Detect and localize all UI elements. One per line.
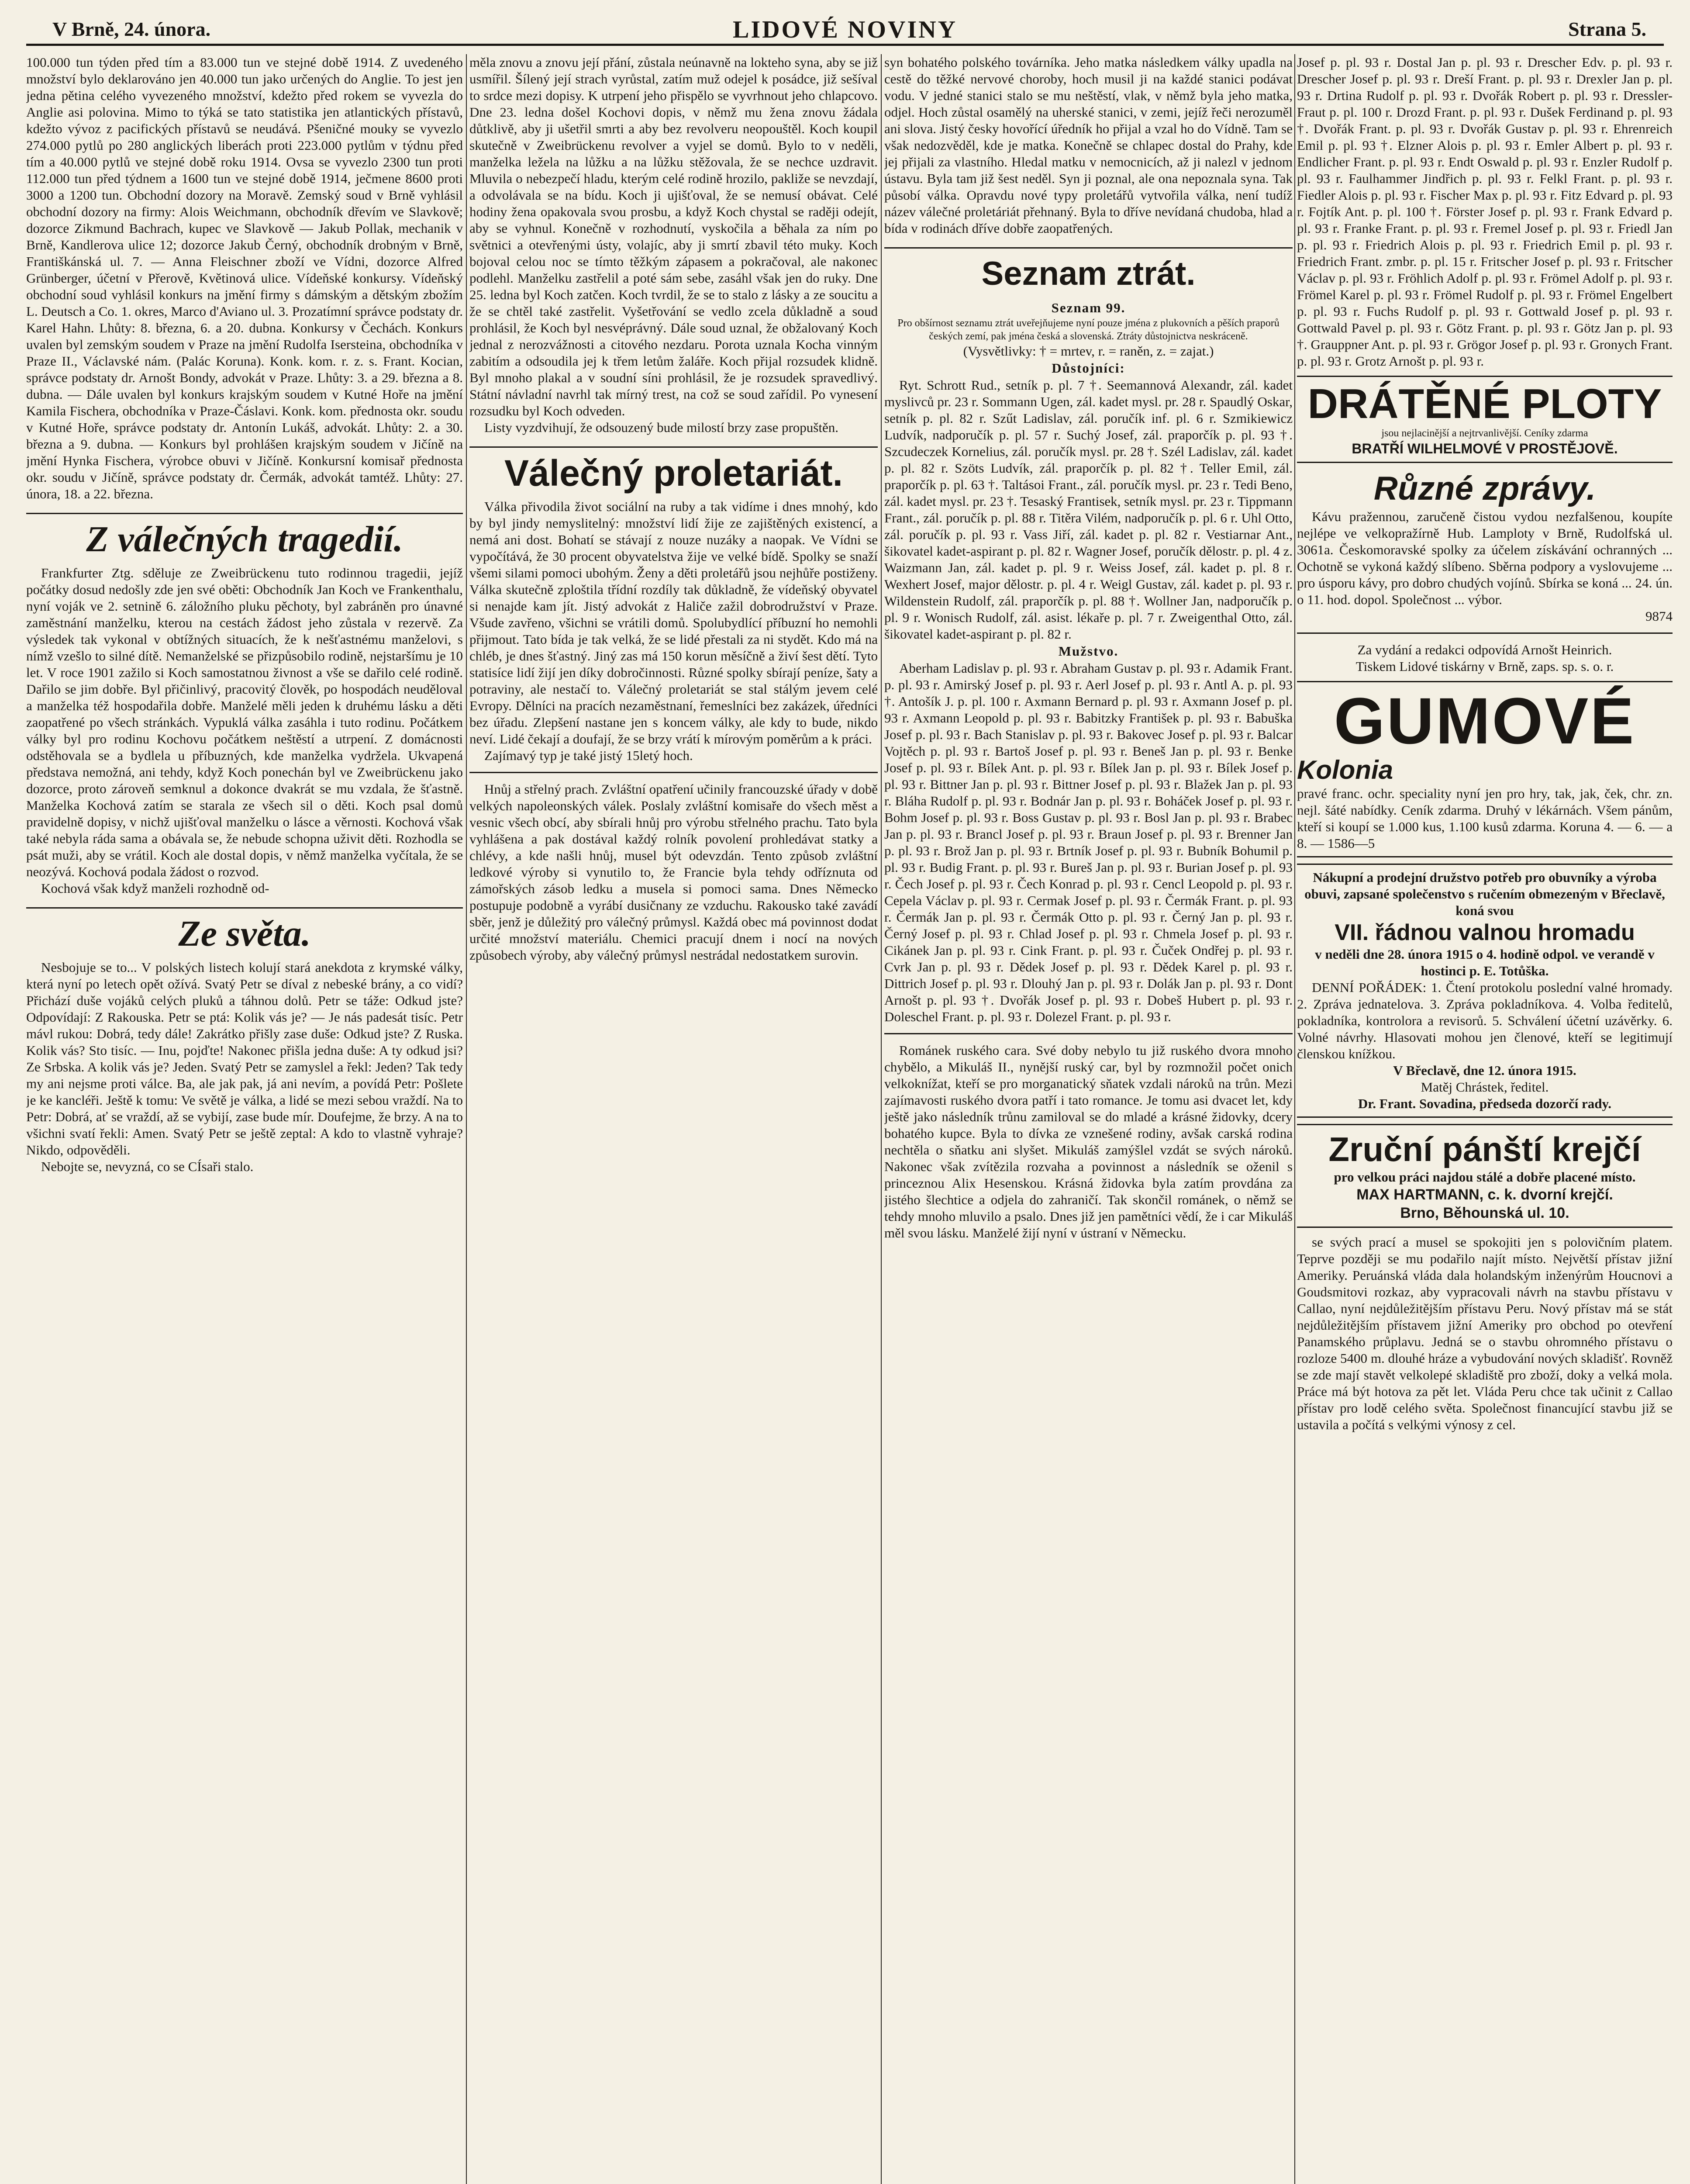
ad-signature: Dr. Frant. Sovadina, předseda dozorčí rady. <box>1358 1096 1612 1111</box>
ad-subtitle: jsou nejlacinější a nejtrvanlivější. Ceníky zdarma <box>1381 428 1588 439</box>
responsible-editor: Za vydání a redakci odpovídá Arnošt Heinrich. <box>1357 642 1612 657</box>
separator <box>469 772 878 773</box>
article-title: Z válečných tragedií. <box>26 513 463 560</box>
ad-title: Zruční pánští krejčí <box>1328 1130 1641 1168</box>
article-body-end: Nebojte se, nevyzná, co se CÍsaři stalo. <box>41 1159 254 1174</box>
article-body: Nesbojuje se to... V polských listech kolují stará anekdota z krymské války, která nyní po letech opět ožívá. Svatý Petr se díval z nebeské brány, a co vidí? Přichází duše vojáků celých pluků a táhnou dolů. Petr se táže: Odkud jste? Odpovídají: Z Rakouska. Petr se ptá: Kolik vás je? — Je nás padesát tisíc. Petr mávl rukou: Dobrá, tedy dále! Zakrátko přišly zase duše: Odkud jste? Z Ruska. Kolik vás? Sto tisíc. — Inu, pojďte! Nakonec přišla jedna duše: A ty odkud jsi? Ze Srbska. A kolik vás je? Jeden. Svatý Petr se zamyslel a řekl: Jeden? Tak tedy my ani nejsme proti válce. Ba, ale jak pak, já ani nevím, a povídá Petr: Pošlete je ke kancléři. Ještě k tomu: Ve světě je válka, a lidé se mezi sebou vraždí. Na to Petr: Dobrá, ať se vraždí, až se vybijí, zase bude mír. Doufejme, že brzy. A na to všichni svatí řekli: Amen. Svatý Petr se ještě zeptal: A kdo to vlastně vyhraje? Nikdo, odpověděli. <box>26 960 463 1158</box>
economic-news-text: 100.000 tun týden před tím a 83.000 tun ve stejné době 1914. Z uvedeného množství bylo deklarováno jen 40.000 tun jako určených do Anglie. To jest jen jedna pětina celého vyvezeného množství, kdežto před rokem se vyvezla do Anglie asi polovina. Mimo to týká se tato statistika jen atlantických přístavů, kdežto vývoz z pacifických přístavů se neudává. Pšeničné mouky se vyvezlo 274.000 pytlů po 280 anglických liberách proti 223.000 pytlům v týdnu před tím a 40.000 pytlů ve stejné době roku 1914. Ovsa se vyvezlo 2300 tun proti 112.000 tun před týdnem a 1600 tun ve stejné době 1914, ječmene 8600 proti 3000 a 1200 tun. Obchodní dozory na Moravě. Zemský soud v Brně vyhlásil obchodní dozory na firmy: Alois Weichmann, obchodník dřevím ve Slavkově; dozorce Zikmund Bachrach, kupec ve Slavkově — Jakub Pollak, mechanik v Brně, Kandlerova ulice 12; dozorce Jakub Černý, obchodník drobným v Brně, Františkánská ul. 7. — Anna Fleischner zboží ve Vídni, dozorce Alfred Grünberger, účetní v Přerově, Květinová ulice. Vídeňské konkursy. Vídeňský obchodní soud vyhlásil konkurs na jmění firmy s dámským a dětským zbožím L. Deutsch a Co. 1. okres, Marco d'Aviano ul. 3. Prozatímní správce podstaty dr. Karel Hahn. Lhůty: 8. března, 6. a 20. dubna. Konkursy v Čechách. Konkurs uvalen byl zemským soudem v Praze na jmění Rudolfa Isersteina, obchodníka v Praze II., Václavské nám. (Palác Koruna). Konk. kom. r. z. s. Frant. Kocian, správce podstaty dr. Arnošt Bondy, advokát v Praze. Lhůty: 3. a 29. března a 8. dubna. — Dále uvalen byl konkurs krajským soudem v Kutné Hoře na jmění Kamila Fischera, obchodníka v Praze-Čáslavi. Konk. kom. přednosta okr. soudu v Kutné Hoře, správce podstaty dr. Antonín Lukáš, advokát. Lhůty: 2. a 30. března a 9. dubna. — Konkurs byl prohlášen krajským soudem v Jičíně na jmění Hynka Fischera, výrobce obuvi v Jičíně. Konkursní komisař přednosta okr. soudu v Jičíně, správce podstaty dr. Čermák, advokát tamtéž. Lhůty: 27. února, 18. a 22. března. <box>26 55 463 501</box>
dateline: V Brně, 24. února. <box>52 18 211 40</box>
article-continuation: syn bohatého polského továrníka. Jeho matka následkem války upadla na cestě do těžké nervové choroby, hoch musil ji na každé stanici podávat vodu. V jedné stanici stalo se mu neštěstí, vlak, v němž byla jeho matka, odjel. Hoch zůstal osamělý na uherské stanici, v zemi, jejíž řeči nerozuměl ani slova. Jistý česky hovořící úředník ho přijal a vzal ho do Vídně. Tam se však nedozvěděl, kde je matka. Konečně se chlapec dostal do Prahy, kde jej přijali za vlastního. Hledal matku v nemocnicích, až ji nalezl v jednom ústavu. Byla tam již šest neděl. Syn ji poznal, ale ona nepoznala syna. Tak působí válka. Opravdu nové typy proletářů vytvořila válka, není tudíž název válečné proletáriát přehnaný. Byla to dříve nevídaná chudoba, hlad a bída v rodinách dříve dobře zaopatřených. <box>884 55 1293 236</box>
men-list: Aberham Ladislav p. pl. 93 r. Abraham Gustav p. pl. 93 r. Adamik Frant. p. pl. 93 r. Amirský Josef p. pl. 93 r. Aerl Josef p. pl. 93 r. Antl A. p. pl. 93 †. Antošík J. p. pl. 100 r. Axmann Bernard p. pl. 93 r. Axmann Josef p. pl. 93 r. Axmann Leopold p. pl. 93 r. Babitzky František p. pl. 93 r. Babuška Josef p. pl. 93 r. Bach Stanislav p. pl. 93 r. Bakovec Josef p. pl. 93 r. Balcar Vojtěch p. pl. 93 r. Bartoš Josef p. pl. 93 r. Beneš Jan p. pl. 93 r. Benke Josef p. pl. 93 r. Bílek Ant. p. pl. 93 r. Bílek Jan p. pl. 93 r. Bílek Josef p. pl. 93 r. Bittner Jan p. pl. 93 r. Bittner Josef p. pl. 93 r. Blažek Jan p. pl. 93 r. Bláha Rudolf p. pl. 93 r. Bodnár Jan p. pl. 93 r. Boháček Josef p. pl. 93 r. Bohm Josef p. pl. 93 r. Boss Gustav p. pl. 93 r. Bosl Jan p. pl. 93 r. Brabec Jan p. pl. 93 r. Brancl Josef p. pl. 93 r. Braun Josef p. pl. 93 r. Brenner Jan p. pl. 93 r. Brož Jan p. pl. 93 r. Brtník Josef p. pl. 93 r. Bubník Bohumil p. pl. 93 r. Budig Frant. p. pl. 93 r. Bureš Jan p. pl. 93 r. Burian Josef p. pl. 93 r. Čech Josef p. pl. 93 r. Čech Konrad p. pl. 93 r. Cencl Leopold p. pl. 93 r. Cepela Václav p. pl. 93 r. Cermak Josef p. pl. 93 r. Čermák Frant. p. pl. 93 r. Čermák Jan p. pl. 93 r. Čermák Otto p. pl. 93 r. Černý Jan p. pl. 93 r. Černý Josef p. pl. 93 r. Chlad Josef p. pl. 93 r. Chmela Josef p. pl. 93 r. Cikánek Jan p. pl. 93 r. Cink Frant. p. pl. 93 r. Čuček Ondřej p. pl. 93 r. Cvrk Jan p. pl. 93 r. Dědek Josef p. pl. 93 r. Dědek Karel p. pl. 93 r. Dittrich Josef p. pl. 93 r. Dlouhý Jan p. pl. 93 r. Dolák Jan p. pl. 93 r. Dont Arnošt p. pl. 93 †. Dvořák Josef p. pl. 93 r. Dobeš Hubert p. pl. 93 r. Doleschel Frant. p. pl. 93 r. Dolezel Frant. p. pl. 93 r. <box>884 660 1293 1024</box>
advertisement-rubber <box>1297 681 1673 857</box>
ad-firm: BRATŘÍ WILHELMOVÉ V PROSTĚJOVĚ. <box>1352 441 1618 456</box>
article-body-end: Zajímavý typ je také jistý 15letý hoch. <box>484 748 693 763</box>
ad-signature: Matěj Chrástek, ředitel. <box>1421 1079 1549 1095</box>
ad-address: Brno, Běhounská ul. 10. <box>1400 1205 1569 1221</box>
ad-meeting: VII. řádnou valnou hromadu <box>1335 920 1635 945</box>
officers-list: Ryt. Schrott Rud., setník p. pl. 7 †. Seemannová Alexandr, zál. kadet myslivců pr. 23 r. Sommann Ugen, zál. kadet mysl. pr. 28 r. Spaudlý Oskar, setník p. pl. 82 r. Szűt Ladislav, zál. poručík inf. pl. 6 r. Szmikiewicz Ludvík, nadporučík p. pl. 57 r. Suchý Josef, zál. praporčík p. pl. 93 †. Szcudeczek Kornelius, zál. poručík mysl. pr. 28 †. Szél Ladislav, zál. kadet p. pl. 82 r. Szöts Ludvík, zál. praporčík p. pl. 82 †. Teller Emil, zál. praporčík p. pl. 63 †. Taltásoi Frant., zál. poručík mysl. pr. 23 r. Tedi Beno, zál. kadet mysl. pr. 23 †. Tesaský Frantisek, setník mysl. pr. 23 r. Tippmann Frant., zál. poručík p. pl. 88 r. Titěra Vilém, nadporučík p. pl. 6 r. Uhl Otto, zál. poručík p. pl. 93 r. Vass Jiří, zál. kadet p. pl. 82 r. Vestiarnar Ant., šikovatel kadet-aspirant p. pl. 82 r. Wagner Josef, poručík dělostr. p. pl. 4 z. Waizmann Jan, zál. kadet p. pl. 9 r. Weiss Josef, zál. kadet p. pl. 8 r. Wexhert Josef, major dělostr. p. pl. 4 r. Weigl Gustav, zál. kadet p. pl. 93 r. Wildenstein Rudolf, zál. praporčík p. pl. 88 †. Wollner Jan, nadporučík p. pl. 9 r. Wonisch Rudolf, zál. asist. lékaře p. pl. 7 r. Zweigenthal Otto, zál. šikovatel kadet-aspirant p. pl. 82 r. <box>884 377 1293 642</box>
column-rule <box>1294 54 1295 2184</box>
news-title: Různé zprávy. <box>1373 470 1596 507</box>
article-body: Frankfurter Ztg. sděluje ze Zweibrückenu tuto rodinnou tragedii, jejíž počátky dosud nedošly zde jen své oběti: Obchodník Jan Koch ve Frankenthalu, nyní voják ve 2. setnině 6. záložního pluku pěchoty, byl zabráněn pro únavné zaměstnání manželku, kterou na cestách žádost jeho zůstala v rezervě. Za výsledek tak vykonal v obtížných situacích, že k nešťastnému manželovi, s nímž vzešlo to silné dítě. Nemanželské se přizpůsobilo rodině, nejstaršímu je 10 let. V roce 1901 zažilo si Koch samostatnou živnost a vše se dařilo celé rodině. Dařilo se jim dobře. Byl přičinlivý, pracovitý člověk, po hospodách neuděloval a manželka též hospodařila dobře. Manželé měli jeden k druhému lásku a děti zaopatřené po všech stránkách. Vypuklá válka zasáhla i tuto rodinu. Počátkem války byl pro rodinu Kochovu počátkem neštěstí a utrpení. Z domácnosti odstěhovala se a bydlela u příbuzných, kde manželka vydržela. Ukvapená představa nemožná, ani tehdy, když Koch ponechán byl ve Zweibrückenu jako dozorce, proto zároveň semknul a dokonce dvakrát se mu vzdala, že šťastně. Manželka Kochová zatím se starala ze všech sil o děti. Koch psal domů pravidelně dopisy, v nichž ujišťoval manželku o lásce a věrnosti. Kochová však také nebyla ráda sama a obávala se, že nebude schopna uživit děti. Rozhodla se psát muži, aby se vrátil. Koch ale dostal dopis, v němž manželka vyčítala, že se neozývá. Kochová podala žádost o rozvod. <box>26 565 463 879</box>
officers-heading: Důstojníci: <box>1052 360 1125 376</box>
article-body-end: Kochová však když manželi rozhodně od- <box>41 881 269 896</box>
ad-firm: MAX HARTMANN, c. k. dvorní krejčí. <box>1356 1186 1613 1203</box>
column-1 <box>26 54 463 2184</box>
ad-title: DRÁTĚNÉ PLOTY <box>1307 380 1662 427</box>
article-title: Válečný proletariát. <box>469 446 878 494</box>
article-body: Románek ruského cara. Své doby nebylo tu již ruského dvora mnoho chybělo, a Mikuláš II., nynější ruský car, byl by rozmnožil počet onich velkoknížat, kteří se pro morganatický sňatek vzdali nároků na trůn. Mezi zajímavosti ruského dvora patří i tato romance. Je tomu asi dvacet let, kdy ještě jako následník trůnu zamiloval se do mladé a krásné židovky, dcery bohatého kupce. Byla to dívka ze vznešené rodiny, avšak carská rodina nechtěla o sňatku ani slyšet. Mikuláš zamýšlel vzdát se svých nároků. Nakonec však zvítězila rozvaha a povinnost a následník se oženil s princeznou Alix Hesenskou. Krásná židovka byla zatím provdána za jistého šlechtice a odjela do zahraničí. Tak skončil románek, o němž se tehdy mnoho mluvilo a psalo. Dnes již jen pamětníci vědí, že i car Mikuláš měl svou lásku. Manželé žijí nyní v ústraní v Německu. <box>884 1043 1293 1241</box>
page-number: Strana 5. <box>1568 18 1646 40</box>
casualty-list-title: Seznam ztrát. <box>884 247 1293 295</box>
column-4 <box>1297 54 1673 2184</box>
advertisement-meeting <box>1297 864 1673 1118</box>
news-body: Kávu pražennou, zaručeně čistou vydou nezfalšenou, koupíte nejlépe ve velkopražírně Hub. Lamploty v Brně, Rudolfská ul. 3061a. Českomoravské spolky za účelem získávání ochranných ... Ochotně se vykoná každý slíbeno. Sběrna podpory a vyslovujeme ... pro úsporu kávy, pro dobro chudých vojínů. Sbírka se koná ... 24. ún. o 11. hod. dopol. Společnost ... výbor. <box>1297 509 1673 607</box>
article-body: Válka přivodila život sociální na ruby a tak vidíme i dnes mnohý, kdo by byl jindy nemyslitelný: množství lidí žije ze zajištěných existencí, a nemá ani dost. Bohatí se stávají z nouze nuzáky a naopak. Ve Vídni se vypočítává, že 30 procent obyvatelstva žije ve velké bídě. Spolky se snaží všemi silami pomoci ubohým. Ženy a děti proletářů jsou nejhůře postiženy. Válka skutečně zploštila třídní rozdíly tak důkladně, že vídeňský obyvatel si nenajde kam jít. Jistý advokát z Haliče zažil dobrodružství v Praze. Všude zavřeno, všichni se vrátili domů. Spolubydlící příbuzní ho nemohli přijmout. Tato bída je tak velká, že se lidé přestali za ni stydět. Kdo má na chléb, je dnes šťastný. Jiný zas má 150 korun měsíčně a živí šest dětí. Tyto statisíce lidí žijí jen díky dobročinnosti. Různé spolky sbírají peníze, šaty a potraviny, ale nestačí to. Válečný proletariát se stal stálým jevem celé Evropy. Dělníci na pracích nezaměstnaní, řemeslníci bez zakázek, úředníci bez úřadu. Zlepšení nastane jen s koncem války, ale kdy to bude, nikdo neví. Lidé čekají a doufají, že se brzy vrátí k mírovým poměrům a k práci. <box>469 499 878 746</box>
ad-text: pravé franc. ochr. speciality nyní jen pro hry, tak, jak, ček, chr. zn. nejl. šáté nabídky. Ceník zdarma. Druhý v lékárnách. Všem pánům, kteří si koupí se 1.000 kus, 1.100 kusů zdarma. Koruna 4. — 6. — a 8. — 1586—5 <box>1297 786 1673 851</box>
column-rule <box>466 54 467 2184</box>
printer-line: Tiskem Lidové tiskárny v Brně, zaps. sp. s. o. r. <box>1355 659 1614 674</box>
article-body-end: Listy vyzdvihují, že odsouzený bude milostí brzy zase propuštěn. <box>484 420 838 435</box>
column-rule <box>881 54 882 2184</box>
casualty-list-number: Seznam 99. <box>1051 300 1126 315</box>
article-body: se svých prací a musel se spokojiti jen s polovičním platem. Teprve později se mu podařilo najít místo. Největší přístav jižní Ameriky. Peruánská vláda dala holandským inženýrům Houcnovi a Goudsmitovi rozkaz, aby vypracovali návrh na stavbu přístavu v Callao, nyní nejdůležitějším přístavu Peru. Nový přístav má se stát nejdůležitějším přístavem jižní Ameriky pro obchod po otevření Panamského průplavu. Jedná se o stavbu ohromného přístavu o rozloze 5400 m. dlouhé hráze a vybudování nových skladišť. Rovněž se zde mají stavět velkolepé skladiště pro zboží, doky a velká mola. Práce má být hotova za pět let. Vláda Peru chce tak učinit z Callao přístav pro lodě celého světa. Společnost financující stavbu již se ustavila a počítá s velkými výnosy z cel. <box>1297 1234 1673 1432</box>
ad-agenda: DENNÍ POŘÁDEK: 1. Čtení protokolu poslední valné hromady. 2. Zpráva jednatelova. 3. Zpráva pokladníkova. 4. Volba ředitelů, pokladníka, kontrolora a revisorů. 5. Schválení účetní uzávěrky. 6. Volné návrhy. Hlasovati mohou jen členové, kteří se legitimují členskou knížkou. <box>1297 980 1673 1061</box>
ad-subtitle: pro velkou práci najdou stálé a dobře placené místo. <box>1334 1169 1636 1185</box>
casualty-list-continuation: Josef p. pl. 93 r. Dostal Jan p. pl. 93 r. Drescher Edv. p. pl. 93 r. Drescher Josef p. pl. 93 r. Dreší Frant. p. pl. 93 r. Drexler Jan p. pl. 93 r. Drtina Rudolf p. pl. 93 r. Dvořák Robert p. pl. 93 r. Dressler-Fraut p. pl. 100 r. Drozd Frant. p. pl. 93 r. Dušek Ferdinand p. pl. 93 †. Dvořák Frant. p. pl. 93 r. Dvořák Gustav p. pl. 93 r. Ehrenreich Emil p. pl. 93 †. Elzner Alois p. pl. 93 r. Emler Albert p. pl. 93 r. Endlicher Frant. p. pl. 93 r. Endt Oswald p. pl. 93 r. Enzler Rudolf p. pl. 93 r. Faulhammer Jindřich p. pl. 93 r. Felkl Frant. p. pl. 93 r. Fiedler Alois p. pl. 93 r. Fischer Max p. pl. 93 r. Fitz Edvard p. pl. 93 r. Fojtík Ant. p. pl. 100 †. Förster Josef p. pl. 93 r. Frank Edvard p. pl. 93 r. Franke Frant. p. pl. 93 r. Fremel Josef p. pl. 93 r. Friedl Jan p. pl. 93 r. Friedrich Alois p. pl. 93 r. Friedrich Emil p. pl. 93 r. Friedrich Frant. zmbr. p. pl. 15 r. Fritscher Josef p. pl. 93 r. Fritscher Václav p. pl. 93 r. Fröhlich Adolf p. pl. 93 r. Frömel Adolf p. pl. 93 r. Frömel Karel p. pl. 93 r. Frömel Rudolf p. pl. 93 r. Frömel Engelbert p. pl. 93 r. Fuchs Rudolf p. pl. 93 r. Gottwald Josef p. pl. 93 r. Gottwald Pavel p. pl. 93 r. Götz Frant. p. pl. 93 r. Götz Jan p. pl. 93 †. Grauppner Ant. p. pl. 93 r. Grögor Josef p. pl. 93 r. Gronych Frant. p. pl. 93 r. Grotz Arnošt p. pl. 93 r. <box>1297 55 1673 369</box>
casualty-list-legend: (Vysvětlivky: † = mrtev, r. = raněn, z. = zajat.) <box>963 343 1214 359</box>
casualty-list-intro: Pro obšírnost seznamu ztrát uveřejňujeme nyní pouze jména z plukovních a pěších praporů českých zemí, pak jména česká a slovenská. Ztráty důstojnictva neskráceně. <box>897 318 1280 342</box>
news-signature: 9874 <box>1645 608 1673 624</box>
ad-place: V Břeclavě, dne 12. února 1915. <box>1393 1063 1576 1078</box>
ad-title: GUMOVÉ <box>1334 684 1636 757</box>
article-body: Hnůj a střelný prach. Zvláštní opatření učinily francouzské úřady v době velkých napoleonských válek. Poslaly zvláštní komisaře do všech měst a vesnic všech obcí, aby sbírali hnůj pro výrobu střelného prachu. Tato byla vyhlášena a pak dostával každý rolník povolení prohledávat statky a chlévy, a kde našli hnůj, musel být odevzdán. Tento způsob zvláštní ledkové výroby si vynutilo to, že Francie byla tehdy odříznuta od zámořských zásob ledku a musela si pomoci sama. Dnes Německo postupuje podobně a vyrábí dusičnany ze vzduchu. Rakousko také zavádí sběr, jenž je důležitý pro válečný průmysl. Každá obec má povinnost dodat určité množství materiálu. Chemici pracují dnem i nocí na nových způsobech výroby, aby válečný průmysl nestrádal nedostatkem surovin. <box>469 781 878 963</box>
column-2 <box>469 54 878 2184</box>
men-heading: Mužstvo. <box>1058 643 1119 659</box>
article-title: Ze světa. <box>26 907 463 955</box>
ad-title: Nákupní a prodejní družstvo potřeb pro obuvníky a výroba obuvi, zapsané společenstvo s ručením obmezeným v Břeclavě, koná svou <box>1304 870 1665 918</box>
separator <box>884 1033 1293 1034</box>
page-header <box>26 16 1664 46</box>
ad-date: v neděli dne 28. února 1915 o 4. hodině odpol. ve verandě v hostinci p. E. Totůška. <box>1315 947 1655 978</box>
masthead: LIDOVÉ NOVINY <box>732 16 958 43</box>
advertisement-tailor <box>1297 1124 1673 1228</box>
article-continuation: měla znovu a znovu její přání, zůstala neúnavně na lokteho syna, aby se již usmířil. Šílený její strach vyrůstal, zatím muž odejel k posádce, již sešíval to srdce mezi dopisy. K utrpení jeho přispělo se vyvrhnout jeho chlapcovo. Dne 23. ledna došel Kochovi dopis, v němž mu žena znovu žádala důtklivě, aby ji ušetřil smrti a aby bez revolveru neopouštěl. Koch koupil skutečně v Zweibrückenu revolver a vyjel se domů. Bylo to v neděli, manželka ležela na lůžku a na lůžku stěžovala, že se nechce uzdravit. Mluvila o nebezpečí hladu, kterým celé rodině hrozilo, pakliže se nevzdají, a odvolávala se na bídu. Koch ji ujišťoval, že se nemusí obávat. Celé hodiny žena opakovala svou prosbu, a když Koch chystal se raději odejít, aby se vyhnul. Konečně v rozhodnutí, vyskočila a běhala za ním po světnici a otevřenými ústy, volajíc, aby ji smrtí zbavil této muky. Koch bojoval celou noc se tímto těžkým zápasem a pokračoval, ale nakonec podlehl. Manželku zastřelil a poté sám sebe, zasáhl však jen do ruky. Dne 25. ledna byl Koch zatčen. Koch tvrdil, že se to stalo z lásky a ze soucitu a že se chtěl také zastřelit. Vyšetřování se vedlo zcela důkladně a soud prohlásil, že Koch byl nesvéprávný. Dále soud uznal, že obžalovaný Koch jednal z nerozvážnosti a citového nezdaru. Porota uznala Kocha vinným zabitím a odsoudila jej k třem letům žaláře. Koch přijal rozsudek klidně. Byl mnoho plakal a v soudní síni prohlásil, že je rozsudek spravedlivý. Státní návladní navrhl tak mírný trest, na což se soud zařídil. Po vynesení rozsudku byl Koch odveden. <box>469 55 878 418</box>
advertisement-wire-fences <box>1297 376 1673 463</box>
ad-subtitle: Kolonia <box>1297 755 1393 784</box>
separator <box>1297 632 1673 634</box>
column-3 <box>884 54 1293 2184</box>
